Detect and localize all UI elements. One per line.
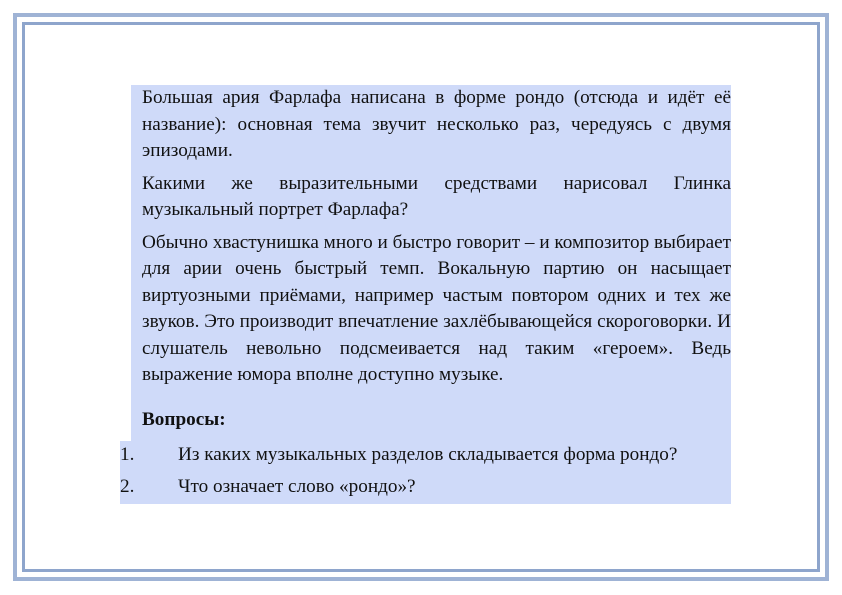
list-item	[120, 473, 731, 505]
list-item-number: 2.	[120, 475, 135, 497]
questions-heading: Вопросы:	[131, 405, 731, 442]
questions-list	[120, 441, 731, 504]
paragraph-intro: Большая ария Фарлафа написана в форме рондо (отсюда и идёт её название): основная тема звучит несколько раз, чередуясь с двумя эпизодами.	[131, 85, 731, 169]
list-item	[120, 441, 731, 473]
list-item-text: Из каких музыкальных разделов складывается форма рондо?	[178, 444, 678, 465]
list-item-number: 1.	[120, 444, 135, 465]
paragraph-question: Какими же выразительными средствами нарисовал Глинка музыкальный портрет Фарлафа?	[131, 169, 731, 228]
paragraph-description: Обычно хвастунишка много и быстро говорит – и композитор выбирает для арии очень быстрый темп. Вокальную партию он насыщает виртуозными приёмами, например частым повтором одних и тех же звуков. Это производит впечатление захлёбывающейся скороговорки. И слушатель невольно подсмеивается над таким «героем». Ведь выражение юмора вполне доступно музыке.	[131, 228, 731, 405]
slide-content	[120, 85, 731, 504]
list-item-text: Что означает слово «рондо»?	[178, 475, 416, 497]
